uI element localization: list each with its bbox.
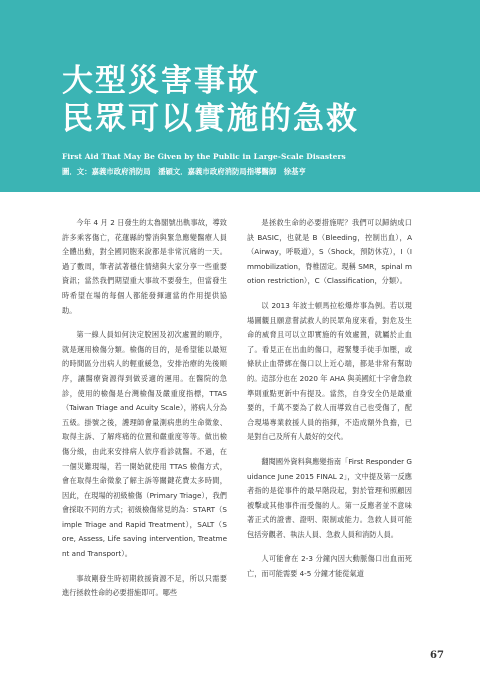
paragraph: 人可能會在 2-3 分鐘內因大動脈傷口出血而死亡，而可能需要 4-5 分鐘才能從氣道	[247, 554, 412, 579]
paragraph: 今年 4 月 2 日發生的太魯閣號出軌事故，導致許多乘客傷亡，花蓮縣的警消與緊急應變醫療人員全體出動，對全國同胞來說都是非常沉痛的一天。過了數周，筆者試著穩住情緒與大家分享一些重要資訊；當然我們期望重大事故不要發生，但當發生時希望在場的每個人都能發揮適當的作用提供協助。	[62, 218, 227, 315]
paragraph: 事故剛發生時初期救援資源不足，所以只需要進行拯救性命的必要措施即可。哪些	[62, 573, 227, 598]
english-subtitle: First Aid That May Be Given by the Public in Large-Scale Disasters	[62, 152, 346, 161]
title-banner	[0, 0, 480, 192]
left-text-column	[62, 216, 227, 611]
page-number: 67	[430, 650, 444, 661]
article-title-line-2: 民眾可以實施的急救	[62, 101, 359, 137]
author-credit: 圖．文：嘉義市政府消防局 潘穎文．嘉義市政府消防局指導醫師 徐基亨	[62, 167, 306, 176]
paragraph: 以 2013 年波士頓馬拉松爆炸事為例。若以現場圖觀且願意嘗試救人的民眾角度來看，對危及生命的威脅且可以立即實施的有效處置，就屬於止血了。看見正在出血的傷口，趕緊雙手徒手加壓，或條狀止血帶綁在傷口以上近心端，都是非常有幫助的。這部分也在 2020 年 AHA 與美國紅十字會急救準則重點更新中有提及。當然，自身安全仍是最重要的，千萬不要為了救人而導致自己也受傷了，配合現場專業救援人員的指揮，不造成額外負擔，已是對自己及所有人最好的交代。	[247, 300, 412, 442]
paragraph: 是拯救生命的必要措施呢？我們可以歸納成口訣 BASIC，也就是 B（Bleeding，控制出血），A（Airway，呼吸道），S（Shock，預防休克），I（Immobilization，脊椎固定。現稱 SMR，spinal motion restriction），C（Classification，分類）。	[247, 218, 412, 286]
paragraph: 第一線人員如何決定脫困及初次處置的順序，就是運用檢傷分類。檢傷的目的，是希望能以最短的時間區分出病人的輕重緩急，安排治療的先後順序，讓醫療資源得到做妥適的運用。在醫院的急診，使用的檢傷是台灣檢傷及嚴重度指標，TTAS（Taiwan Triage and Acuity Scale），將病人分為五級。掛號之後，護理師會量測病患的生命徵象、取得主訴、了解疼痛的位置和嚴重度等等。做出檢傷分級，由此來安排病人依序看診就醫。不過，在一個災難現場，若一開始就使用 TTAS 檢傷方式，會在取得生命徵象了解主訴等關鍵花費太多時間，因此，在現場的初級檢傷（Primary Triage），我們會採取不同的方式；初級檢傷常見的為：START（Simple Triage and Rapid Treatment），SALT（Sore, Assess, Life saving intervention, Treatment and Transport）。	[62, 330, 227, 559]
article-title-line-1: 大型災害事故	[62, 63, 260, 99]
right-text-column	[247, 216, 412, 592]
paragraph: 翻閱國外資料與應變指南「First Responder Guidance June 2015 FINAL 2」，文中提及第一反應者指的是從事件的最早階段起，對於管理和照顧因被擊或其他事件而受傷的人。第一反應者並不意味著正式的證書、證明、限制或能力。急救人員可能包括旁觀者、執法人員、急救人員和消防人員。	[247, 456, 412, 539]
